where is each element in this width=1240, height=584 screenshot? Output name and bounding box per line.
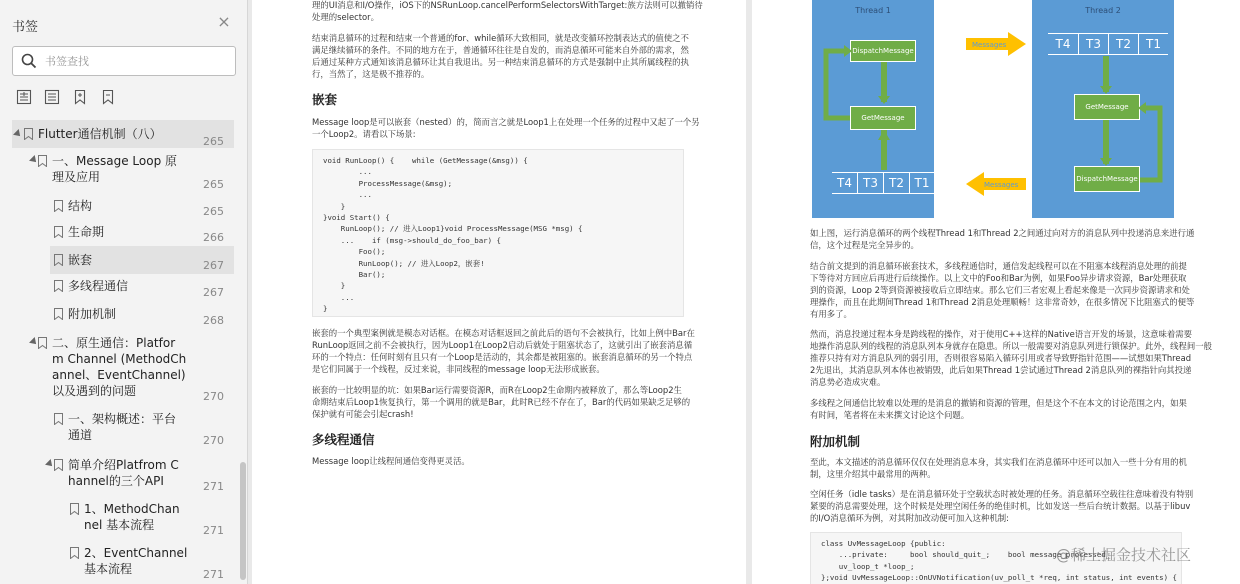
paragraph-line: 空闲任务（idle tasks）是在消息循环处于空载状态时被处理的任务。消息循环空载往往意味着没有特别 — [810, 489, 1194, 499]
section-heading: 附加机制 — [810, 434, 861, 449]
bookmark-page: 271 — [203, 480, 224, 493]
queue-cell: T4 — [837, 176, 852, 190]
bookmark-label: 嵌套 — [68, 253, 93, 267]
paragraph-line: 制，这里介绍其中最常用的两种。 — [810, 469, 936, 479]
bookmark-label: 结构 — [68, 199, 93, 213]
bookmark-page: 267 — [203, 286, 224, 299]
bookmark-item-message-loop[interactable] — [0, 152, 238, 192]
bookmark-item-platform-channel[interactable] — [0, 334, 238, 404]
paragraph-line: 有用多了。 — [810, 309, 852, 319]
queue-cell: T1 — [1138, 34, 1168, 54]
thread-1-arrows — [812, 0, 934, 218]
bookmark-item-structure[interactable] — [0, 198, 238, 220]
paragraph-line: Message loop让线程间通信变得更灵活。 — [312, 456, 470, 466]
bookmark-icon — [38, 337, 47, 349]
bookmark-label-line2: nel 基本流程 — [84, 518, 155, 532]
paragraph-line: 结束消息循环的过程和结束一个普通的for、while循环大致相同，就是改变循环控制表达式的值使之不 — [312, 33, 689, 43]
expand-icon[interactable] — [16, 89, 32, 105]
queue-cell: T3 — [857, 173, 883, 193]
paragraph-line: 消息势必造成灾难。 — [810, 377, 886, 387]
paragraph-line: 有时间，笔者将在未来撰文讨论这个问题。 — [810, 410, 970, 420]
queue-cell: T3 — [1078, 34, 1108, 54]
bookmark-icon — [54, 459, 63, 471]
paragraph-line: 理的UI消息和I/O操作，iOS下的NSRunLoop.cancelPerformSelectorsWithTarget:族方法则可以撤销待 — [312, 0, 703, 10]
get-message-box: GetMessage — [850, 106, 916, 130]
bookmark-add-icon[interactable] — [72, 89, 88, 105]
section-heading: 多线程通信 — [312, 432, 375, 447]
bookmark-tree — [0, 118, 238, 584]
collapse-icon[interactable] — [44, 89, 60, 105]
bookmark-page: 271 — [203, 524, 224, 537]
queue-cell: T1 — [909, 173, 934, 193]
bookmark-icon — [54, 280, 63, 292]
bookmark-item-methodchannel[interactable] — [0, 500, 238, 540]
bookmark-icon — [54, 200, 63, 212]
bookmark-page: 270 — [203, 434, 224, 447]
bookmark-label-line3: annel、EventChannel) — [52, 368, 186, 382]
paragraph-line: 命期结束后Loop1恢复执行，第一个调用的就是Bar，此时R已经不存在了，Bar的代码如果缺乏足够的 — [312, 397, 691, 407]
paragraph-line: 满足继续循环的条件。不同的地方在于，普通循环往往是自发的，而消息循环可能来自外部的需求，然 — [312, 45, 689, 55]
paragraph-line: 保护就有可能会引起crash! — [312, 409, 414, 419]
close-sidebar-button[interactable]: × — [217, 12, 231, 31]
paragraph-line: 结合前文提到的消息循环嵌套技术，多线程通信时，通信发起线程可以在不阻塞本线程消息处理的前提 — [810, 261, 1187, 271]
code-text: class UvMessageLoop {public: ...private: bool should_quit_; bool message_processed_ uv_loop_t *loop_; };void UvMessageLoop::OnUVNotification(uv_poll_t *req, int status, int events) { — [821, 539, 1177, 583]
bookmark-icon — [54, 308, 63, 320]
bookmark-item-three-api[interactable] — [0, 456, 238, 496]
paragraph-line: 推荐只持有对方消息队列的弱引用，否则很容易陷入循环引用或者导致野指针范围——试想如果Thread — [810, 353, 1192, 363]
bookmark-label: 2、EventChannel — [84, 546, 188, 560]
bookmark-icon — [70, 547, 79, 559]
messages-arrow-right-icon — [966, 32, 1026, 56]
paragraph-line: 地操作消息队列的线程的消息队列本身就存在隐患。所以一般需要对消息队列进行锁保护。此外，线程间一般 — [810, 341, 1212, 351]
paragraph-line: 信，这个过程是完全异步的。 — [810, 240, 919, 250]
bookmark-label: Flutter通信机制（八） — [38, 127, 162, 141]
section-heading: 嵌套 — [312, 92, 338, 107]
bookmark-page: 265 — [203, 178, 224, 191]
bookmark-label: 二、原生通信：Platfor — [52, 336, 176, 350]
bookmark-label: 多线程通信 — [68, 279, 129, 293]
messages-arrow-left-icon — [966, 172, 1026, 196]
bookmark-page: 268 — [203, 314, 224, 327]
bookmark-icon — [24, 128, 33, 140]
bookmark-label: 生命期 — [68, 225, 105, 239]
bookmark-page: 267 — [203, 259, 224, 272]
bookmark-page: 266 — [203, 231, 224, 244]
bookmark-page: 265 — [203, 135, 224, 148]
bookmark-page: 271 — [203, 568, 224, 581]
queue-cell: T2 — [1108, 34, 1138, 54]
paragraph-line: 一个Loop2。请看以下场景: — [312, 129, 416, 139]
bookmark-page: 265 — [203, 205, 224, 218]
paragraph-line: 是它们同属于一个线程，反过来说，非同线程的message loop无法形成嵌套。 — [312, 364, 605, 374]
queue-cell: T2 — [883, 173, 909, 193]
paragraph-line: 理操作，而且在此期间Thread 1和Thread 2消息处理顺畅！这非常奇妙，在很多情况下比阻塞式的便等 — [810, 297, 1195, 307]
paragraph-line: 的I/O消息循环为例，对其附加改动便可加入这种机制: — [810, 513, 1009, 523]
paragraph-line: 后通过某种方式通知该消息循环让其自我退出。另一种结束消息循环的方式是强制中止其所属线程的执 — [312, 57, 689, 67]
thread-2-title: Thread 2 — [1085, 6, 1121, 15]
messages-label: Messages — [972, 41, 1007, 49]
sidebar-scrollbar-thumb[interactable] — [240, 462, 246, 580]
paragraph-line: 如上图，运行消息循环的两个线程Thread 1和Thread 2之间通过向对方的消息队列中投递消息来进行通 — [810, 228, 1195, 238]
paragraph-line: 嵌套的一比较明显的坑：如果Bar运行需要资源R，而R在Loop2生命期内被释放了，那么等Loop2生 — [312, 385, 682, 395]
paragraph-line: 环的一个特点：任何时刻有且只有一个Loop是活动的，其余都是被阻塞的。嵌套消息循环的另一个特点 — [312, 352, 693, 362]
bookmark-label: 附加机制 — [68, 307, 117, 321]
document-page-left — [252, 0, 746, 584]
dispatch-message-box: DispatchMessage — [850, 40, 916, 62]
bookmark-page: 270 — [203, 390, 224, 403]
paragraph-line: 至此，本文描述的消息循环仅仅在处理消息本身，其实我们在消息循环中还可以加入一些十分有用的机 — [810, 457, 1187, 467]
bookmark-item-architecture[interactable] — [0, 410, 238, 450]
thread-2-box — [1032, 0, 1174, 218]
bookmark-icon — [70, 503, 79, 515]
dispatch-message-box: DispatchMessage — [1074, 166, 1140, 192]
bookmark-item-nesting[interactable] — [0, 246, 238, 274]
thread-1-title: Thread 1 — [855, 6, 891, 15]
bookmark-label-line2: m Channel (MethodCh — [52, 352, 187, 366]
queue-cell: T4 — [1055, 37, 1071, 51]
bookmark-item-lifecycle[interactable] — [0, 224, 238, 246]
bookmark-label-line4: 以及遇到的问题 — [52, 384, 137, 398]
bookmark-icon[interactable] — [100, 89, 116, 105]
bookmark-label: 一、Message Loop 原 — [52, 154, 177, 168]
bookmark-label-line2: 基本流程 — [84, 562, 133, 576]
bookmark-label-line2: 通道 — [68, 428, 93, 442]
bookmark-icon — [38, 155, 47, 167]
bookmark-sidebar — [0, 0, 248, 584]
paragraph-line: 多线程之间通信比较难以处理的是消息的撤销和资源的管理，但是这个不在本文的讨论范围之内，如果 — [810, 398, 1187, 408]
paragraph-line: 行，当然了，这是极不推荐的。 — [312, 69, 430, 79]
bookmark-item-eventchannel[interactable] — [0, 544, 238, 584]
bookmark-item-extra[interactable] — [0, 306, 238, 328]
paragraph-line: 下等待对方回应后再进行后续操作。以上文中的Foo和Bar为例，如果Foo异步请求资源，Bar处理获取 — [810, 273, 1187, 283]
paragraph-line: 然而，消息投递过程本身是跨线程的操作，对于使用C++这样的Native语言开发的场景，这意味着需要 — [810, 329, 1192, 339]
paragraph-line: 紧要的消息需要处理，这个时候是处理空闲任务的绝佳时机，比如发送一些后台统计数据。以基于libuv — [810, 501, 1191, 511]
bookmark-label: 1、MethodChan — [84, 502, 180, 516]
bookmark-item-multithread[interactable] — [0, 278, 238, 300]
thread-diagram — [752, 0, 1240, 222]
bookmark-icon — [54, 254, 63, 266]
bookmark-search-input[interactable] — [45, 52, 225, 70]
bookmark-icon — [54, 226, 63, 238]
bookmark-search-box[interactable] — [12, 46, 236, 76]
paragraph-line: 2先退出，其消息队列本体也被销毁，此后如果Thread 1尝试通过Thread 2消息队列的裸指针向其投递 — [810, 365, 1192, 375]
watermark: @稀土掘金技术社区 — [1056, 546, 1192, 564]
code-text: void RunLoop() { while (GetMessage(&msg)) { ... ProcessMessage(&msg); ... } }void Start() { RunLoop(); // 进入Loop1}void ProcessMessage(MSG *msg) { ... if (msg->should_do_foo_bar) { Foo(); RunLoop(); // 进入Loop2，嵌套! Bar(); } ... } — [323, 156, 583, 314]
thread-1-box — [812, 0, 934, 218]
code-block — [312, 149, 684, 317]
thread-2-arrows — [1032, 0, 1174, 218]
bookmark-label: 简单介绍Platfrom C — [68, 458, 179, 472]
get-message-box: GetMessage — [1074, 94, 1140, 120]
paragraph-line: 嵌套的一个典型案例就是模态对话框。在模态对话框返回之前此后的语句不会被执行，比如上例中Bar在 — [312, 328, 695, 338]
paragraph-line: RunLoop返回之前不会被执行，因为Loop1在Loop2启动后就处于阻塞状态了，这就引出了嵌套消息循 — [312, 340, 693, 350]
bookmark-label-line2: hannel的三个API — [68, 474, 164, 488]
paragraph-line: 到的资源，Loop 2等到资源被接收后立即结束。那么它们三者宏观上看起来像是一次同步资源请求和处 — [810, 285, 1190, 295]
bookmark-label-line2: 理及应用 — [52, 170, 101, 184]
document-page-right — [752, 0, 1240, 584]
paragraph-line: 处理的selector。 — [312, 12, 379, 22]
bookmark-icon — [54, 413, 63, 425]
sidebar-title: 书签 — [12, 20, 39, 35]
bookmark-label: 一、架构概述：平台 — [68, 412, 177, 426]
bookmark-item-flutter-comm[interactable] — [0, 120, 238, 148]
paragraph-line: Message loop是可以嵌套（nested）的，简而言之就是Loop1上在处理一个任务的过程中又起了一个另 — [312, 117, 700, 127]
search-icon — [21, 53, 37, 69]
messages-label: Messages — [984, 181, 1019, 189]
